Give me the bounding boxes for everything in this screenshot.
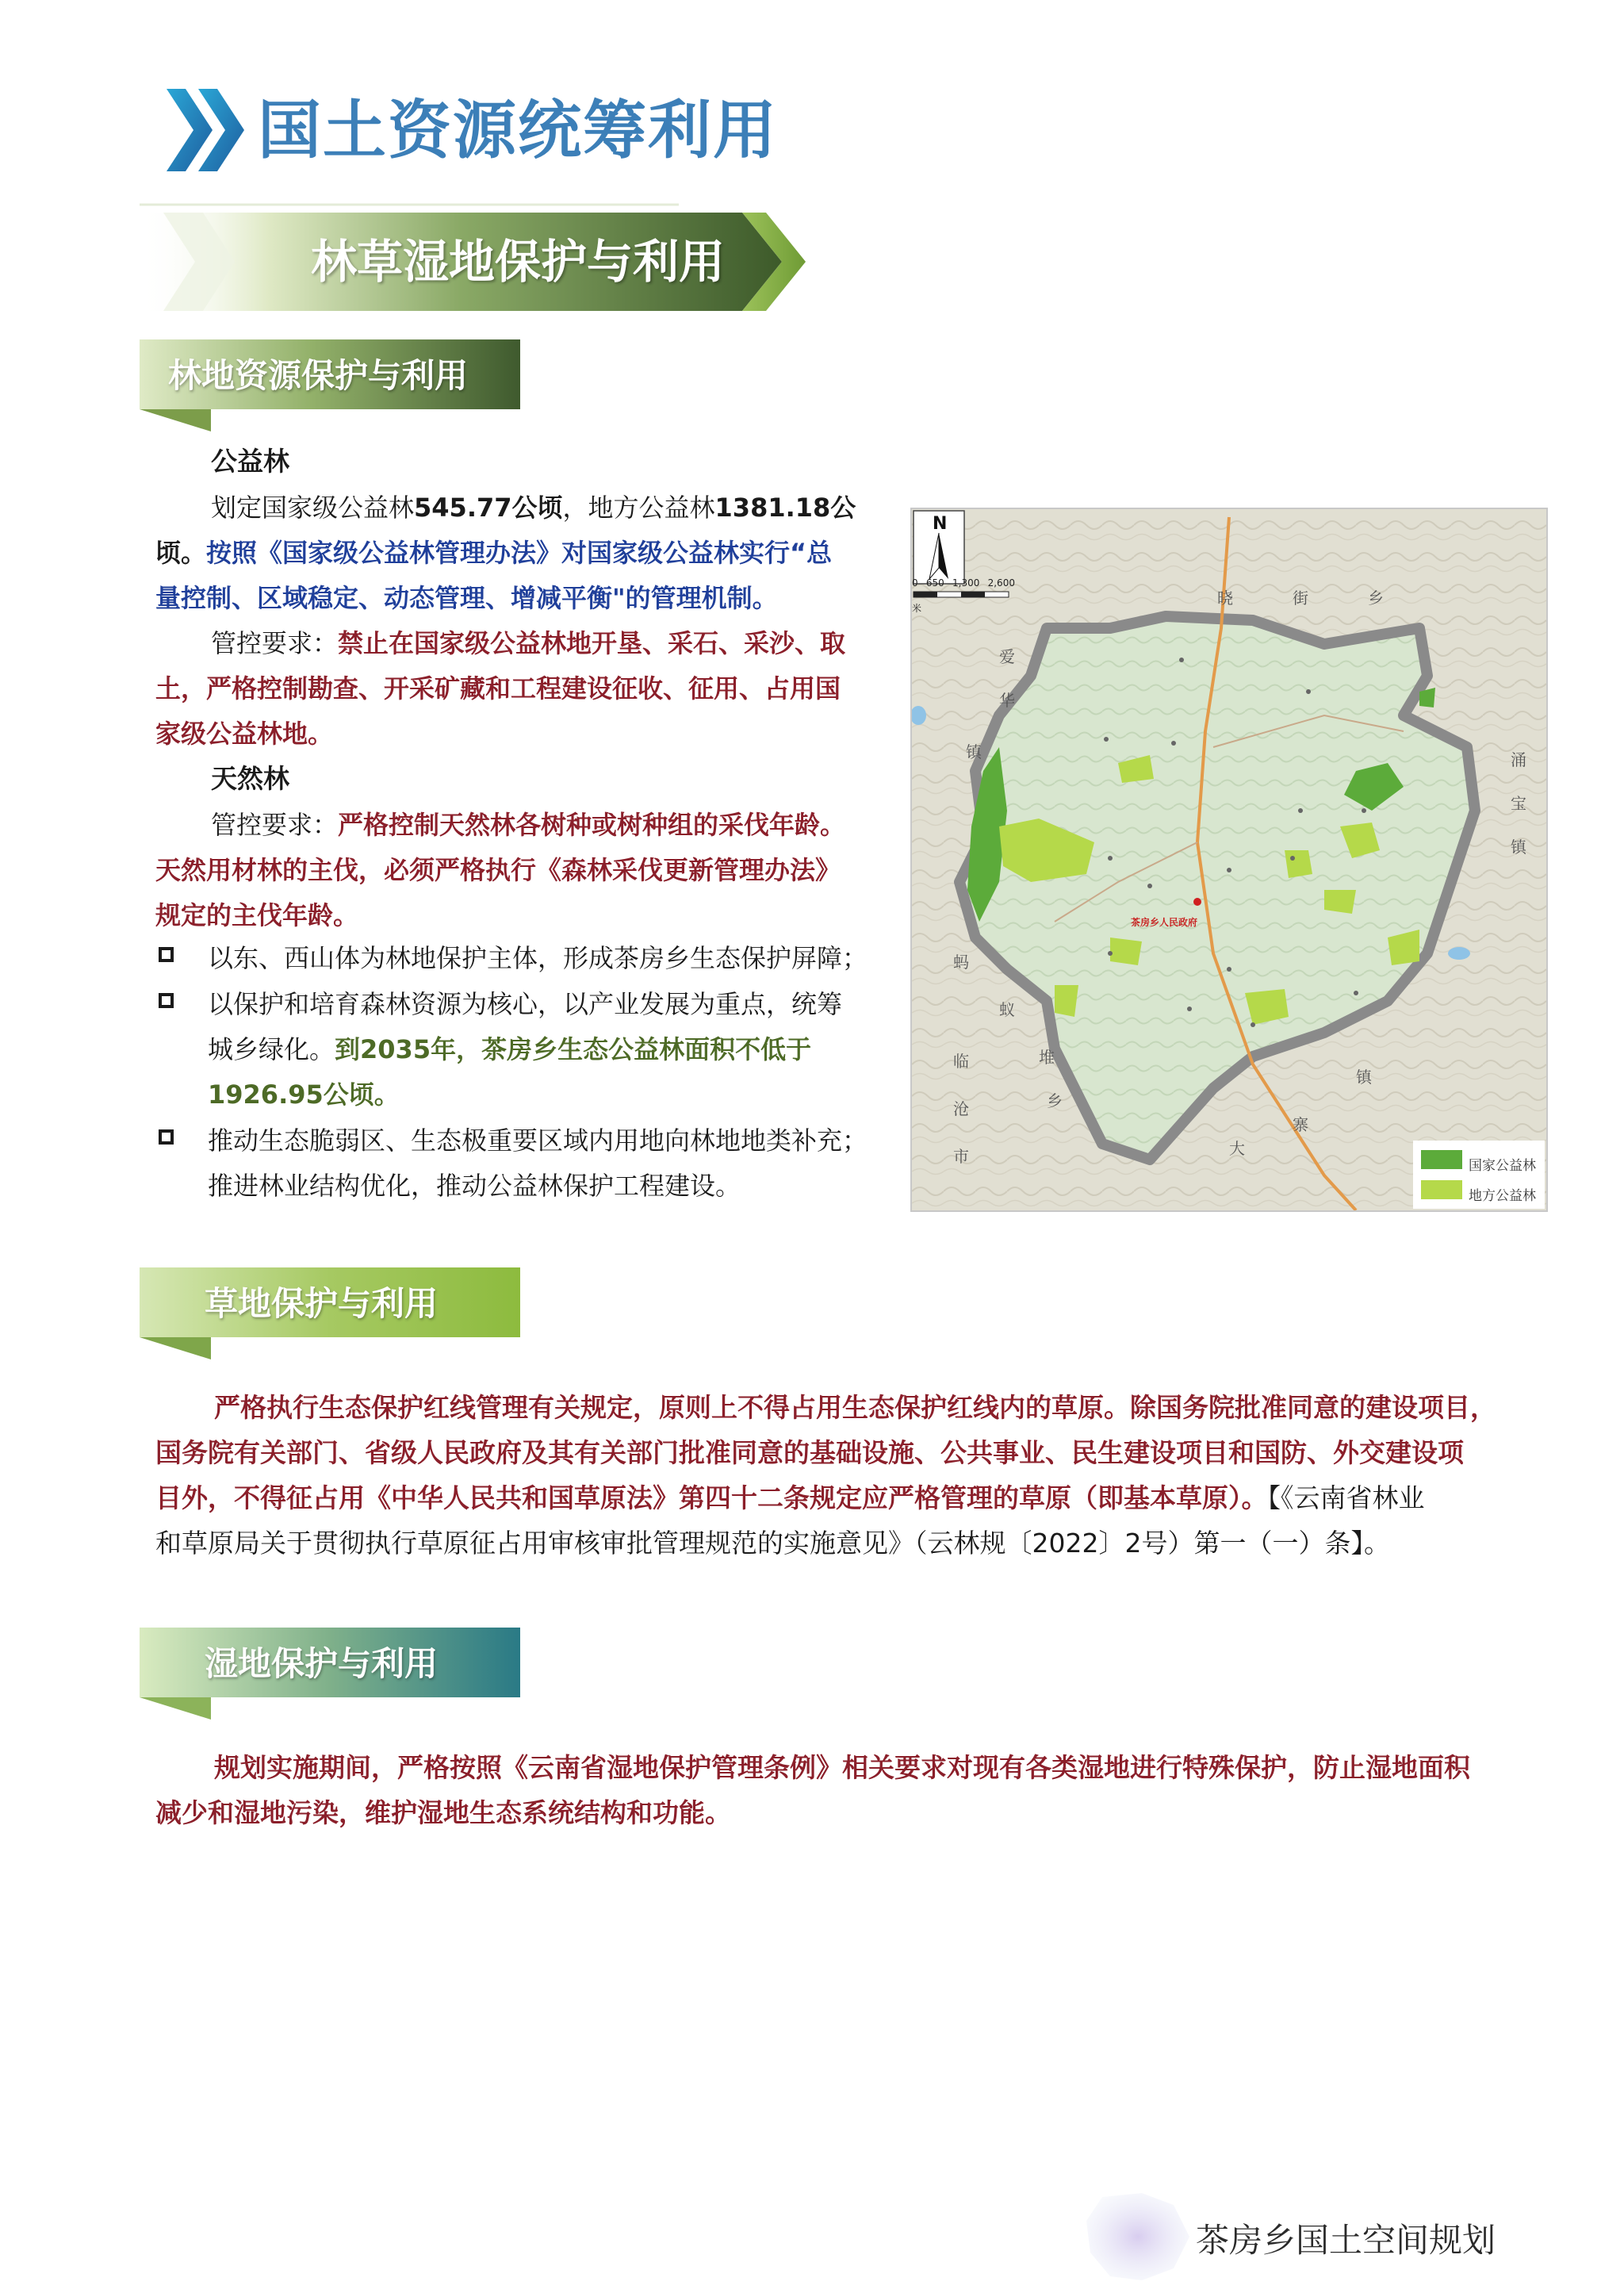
text-segment: 管控要求： xyxy=(211,628,339,658)
wetland-line1: 规划实施期间，严格按照《云南省湿地保护管理条例》相关要求对现有各类湿地进行特殊保护，防止湿地面积 xyxy=(214,1752,1470,1783)
legend-swatch-national xyxy=(1421,1150,1462,1169)
scale-tick: 2,600 xyxy=(987,577,1015,589)
paragraph-natural-line1 xyxy=(211,803,845,848)
section-title-wetland: 湿地保护与利用 xyxy=(205,1644,439,1683)
map-label: 乡 xyxy=(1047,1091,1063,1110)
scale-unit: 米 xyxy=(912,603,922,614)
map-label: 街 xyxy=(1293,589,1308,608)
scale-tick: 0 xyxy=(912,577,918,589)
government-marker-icon xyxy=(1193,898,1201,906)
text-segment: 。 xyxy=(181,538,207,568)
text-segment: ，地方公益林 xyxy=(562,493,715,523)
scale-tick: 650 xyxy=(925,577,944,589)
grassland-line4: 和草原局关于贯彻执行草原征占用审核审批管理规范的实施意见》（云林规〔2022〕2号）第一（一）条】。 xyxy=(155,1528,1390,1559)
map-label: 晓 xyxy=(1217,589,1233,608)
north-label: N xyxy=(933,514,948,534)
map-label: 堆 xyxy=(1039,1048,1055,1067)
map-label: 爱 xyxy=(999,647,1015,666)
map-label: 镇 xyxy=(1511,838,1526,857)
map-label: 蚁 xyxy=(999,1000,1015,1019)
text-segment: 顷 xyxy=(155,538,182,568)
wetland-line2: 减少和湿地污染，维护湿地生态系统结构和功能。 xyxy=(155,1797,731,1828)
map-label: 涌 xyxy=(1511,750,1526,769)
national-forest-area: 545.77公顷 xyxy=(414,493,563,523)
legend-swatch-local xyxy=(1421,1180,1462,1199)
map-graphic xyxy=(912,509,1546,1210)
grassland-line1: 严格执行生态保护红线管理有关规定，原则上不得占用生态保护红线内的草原。除国务院批准同意的建设项目， xyxy=(214,1392,1496,1423)
banner-title: 林草湿地保护与利用 xyxy=(311,235,726,289)
text-segment: 禁止在国家级公益林地开垦、采石、采沙、取 xyxy=(338,628,846,658)
bullet-item-2-line1: 以保护和培育森林资源为核心，以产业发展为重点，统筹 xyxy=(208,989,843,1019)
footer-title: 茶房乡国土空间规划 xyxy=(1196,2221,1496,2260)
paragraph-public-forest-line2 xyxy=(155,531,832,576)
bullet-item-3-line2: 推进林业结构优化，推动公益林保护工程建设。 xyxy=(208,1171,741,1201)
bullet-item-1: 以东、西山体为林地保护主体，形成茶房乡生态保护屏障； xyxy=(208,943,868,973)
paragraph-public-forest-line3: 量控制、区域稳定、动态管理、增减平衡"的管理机制。 xyxy=(155,583,778,613)
text-segment: 严格控制天然林各树种或树种组的采伐年龄。 xyxy=(338,810,846,840)
page-title: 国土资源统筹利用 xyxy=(258,94,778,167)
map-label: 华 xyxy=(999,691,1015,710)
legend-label-national: 国家公益林 xyxy=(1469,1158,1536,1174)
map-label: 大 xyxy=(1229,1139,1245,1158)
text-segment: 按照《国家级公益林管理办法》对国家级公益林实行“总 xyxy=(206,538,833,568)
bullet-item-3-line1: 推动生态脆弱区、生态极重要区域内用地向林地地类补充； xyxy=(208,1125,868,1156)
map-label: 蚂 xyxy=(953,953,969,972)
text-segment: 划定国家级公益林 xyxy=(211,493,415,523)
text-segment: 到2035年，茶房乡生态公益林面积不低于 xyxy=(335,1034,812,1064)
footer-map-silhouette-icon xyxy=(1078,2189,1197,2284)
government-label: 茶房乡人民政府 xyxy=(1131,917,1198,928)
checkbox-bullet-icon xyxy=(159,1129,174,1145)
map-label: 镇 xyxy=(966,742,982,761)
map-label: 乡 xyxy=(1368,589,1384,608)
bullet-item-2-line3: 1926.95公顷。 xyxy=(208,1079,400,1110)
text-segment: 管控要求： xyxy=(211,810,339,840)
paragraph-natural-line2: 天然用材林的主伐，必须严格执行《森林采伐更新管理办法》 xyxy=(155,855,841,885)
paragraph-control-line3: 家级公益林地。 xyxy=(155,719,334,749)
bullet-item-2-line2 xyxy=(208,1027,811,1072)
heading-natural-forest: 天然林 xyxy=(211,763,289,794)
heading-public-forest: 公益林 xyxy=(211,446,289,477)
local-forest-area: 1381.18公 xyxy=(714,493,856,523)
scale-labels xyxy=(912,577,1015,589)
map-label: 沧 xyxy=(953,1099,969,1118)
paragraph-control-line2: 土，严格控制勘查、开采矿藏和工程建设征收、征用、占用国 xyxy=(155,673,841,704)
checkbox-bullet-icon xyxy=(159,947,174,962)
text-segment: 城乡绿化。 xyxy=(208,1034,335,1064)
forest-map xyxy=(910,508,1548,1212)
legend-label-local: 地方公益林 xyxy=(1469,1188,1536,1204)
text-segment: 目外，不得征占用《中华人民共和国草原法》第四十二条规定应严格管理的草原（即基本草原）。 xyxy=(155,1482,1268,1513)
grassland-line2: 国务院有关部门、省级人民政府及其有关部门批准同意的基础设施、公共事业、民生建设项目和国防、外交建设项 xyxy=(155,1437,1464,1468)
scale-tick: 1,300 xyxy=(952,577,980,589)
map-label: 镇 xyxy=(1356,1068,1372,1087)
map-label: 市 xyxy=(953,1147,969,1166)
grassland-line3 xyxy=(155,1475,1425,1520)
double-chevron-icon xyxy=(167,89,246,171)
paragraph-natural-line3: 规定的主伐年龄。 xyxy=(155,900,359,930)
text-segment: 【《云南省林业 xyxy=(1267,1482,1425,1513)
map-label: 宝 xyxy=(1511,794,1526,813)
section-title-grassland: 草地保护与利用 xyxy=(205,1284,439,1323)
map-label: 临 xyxy=(953,1052,969,1071)
section-title-forest: 林地资源保护与利用 xyxy=(168,356,469,395)
paragraph-control-line1 xyxy=(211,621,845,666)
paragraph-public-forest-line1 xyxy=(211,485,856,531)
map-label: 寨 xyxy=(1293,1115,1308,1134)
checkbox-bullet-icon xyxy=(159,993,174,1008)
